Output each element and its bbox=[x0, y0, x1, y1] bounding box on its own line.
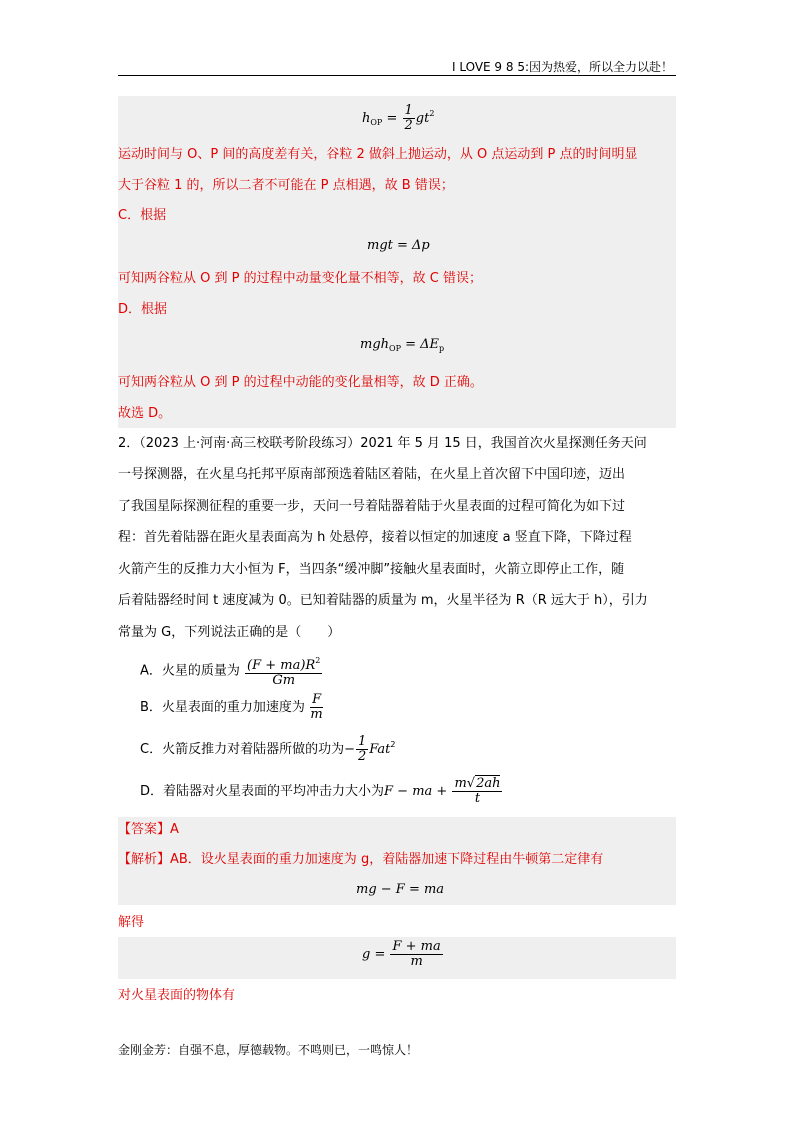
option-a-fraction: $\frac{(F + ma)R^2}{Gm}$ bbox=[247, 656, 321, 688]
next-text: 对火星表面的物体有 bbox=[118, 988, 236, 1003]
fraction-half: $\frac{1}{2}$ bbox=[404, 103, 413, 133]
formula-c: mgt = Δp bbox=[367, 238, 430, 253]
question-line-3: 了我国星际探测征程的重要一步，天问一号着陆器着陆于火星表面的过程可简化为如下过 bbox=[118, 499, 626, 514]
question-line-4: 程：首先着陆器在距火星表面高为 h 处悬停，接着以恒定的加速度 a 竖直下降，下降过程 bbox=[118, 530, 632, 545]
question-line-2: 一号探测器，在火星乌托邦平原南部预选着陆区着陆，在火星上首次留下中国印迹，迈出 bbox=[118, 467, 626, 482]
formula-g-fraction: $\frac{F + ma}{m}$ bbox=[392, 939, 441, 969]
question-line-1: 2．（2023 上·河南·高三校联考阶段练习）2021 年 5 月 15 日，我国首次火星探测任务天问 bbox=[118, 436, 647, 451]
formula-g: g = $\frac{F + ma}{m}$ bbox=[362, 939, 441, 969]
analysis-text: 【解析】AB．设火星表面的重力加速度为 g，着陆器加速下降过程由牛顿第二定律有 bbox=[118, 852, 604, 867]
option-c: C．火箭反推力对着陆器所做的功为− $\frac{1}{2}$ Fat$^2$ bbox=[140, 734, 396, 764]
formula-d: $mgh_{OP} = \Delta E_p$ bbox=[360, 337, 445, 353]
solution-b-line2: 大于谷粒 1 的，所以二者不可能在 P 点相遇，故 B 错误； bbox=[118, 178, 454, 193]
header-motto: I LOVE 9 8 5:因为热爱，所以全力以赴！ bbox=[451, 60, 673, 74]
answer-label: 【答案】A bbox=[118, 822, 179, 837]
question-line-7: 常量为 G，下列说法正确的是（ ） bbox=[118, 625, 341, 640]
solution-conclusion: 故选 D。 bbox=[118, 406, 172, 421]
option-d-fraction: $\frac{m√2ah}{t}$ bbox=[454, 776, 501, 806]
option-b-fraction: $\frac{F}{m}$ bbox=[310, 692, 323, 722]
option-b: B．火星表面的重力加速度为 $\frac{F}{m}$ bbox=[140, 692, 323, 722]
formula-newton: mg − F = ma bbox=[356, 882, 445, 897]
solution-b-line1: 运动时间与 O、P 间的高度差有关，谷粒 2 做斜上抛运动，从 O 点运动到 P 点的时间明显 bbox=[118, 147, 638, 162]
question-line-5: 火箭产生的反推力大小恒为 F，当四条“缓冲脚”接触火星表面时，火箭立即停止工作，随 bbox=[118, 562, 625, 577]
question-line-6: 后着陆器经时间 t 速度减为 0。已知着陆器的质量为 m，火星半径为 R（R 远大于 h），引力 bbox=[118, 593, 648, 608]
solution-d-label: D．根据 bbox=[118, 302, 168, 317]
footer-motto: 金刚金芳：自强不息，厚德载物。不鸣则已，一鸣惊人！ bbox=[118, 1043, 419, 1057]
option-c-fraction: $\frac{1}{2}$ bbox=[357, 734, 367, 764]
option-d: D．着陆器对火星表面的平均冲击力大小为F − ma + $\frac{m√2ah}{t}$ bbox=[140, 776, 501, 806]
header-divider bbox=[118, 75, 676, 76]
solution-c-label: C．根据 bbox=[118, 208, 167, 223]
solve-label: 解得 bbox=[118, 915, 145, 930]
formula-h-op: $h_{OP}$ = $\frac{1}{2}$ $gt^2$ bbox=[362, 103, 435, 133]
solution-d-text: 可知两谷粒从 O 到 P 的过程中动能的变化量相等，故 D 正确。 bbox=[118, 375, 483, 390]
solution-c-text: 可知两谷粒从 O 到 P 的过程中动量变化量不相等，故 C 错误； bbox=[118, 271, 482, 286]
option-a: A．火星的质量为 $\frac{(F + ma)R^2}{Gm}$ bbox=[140, 656, 321, 688]
